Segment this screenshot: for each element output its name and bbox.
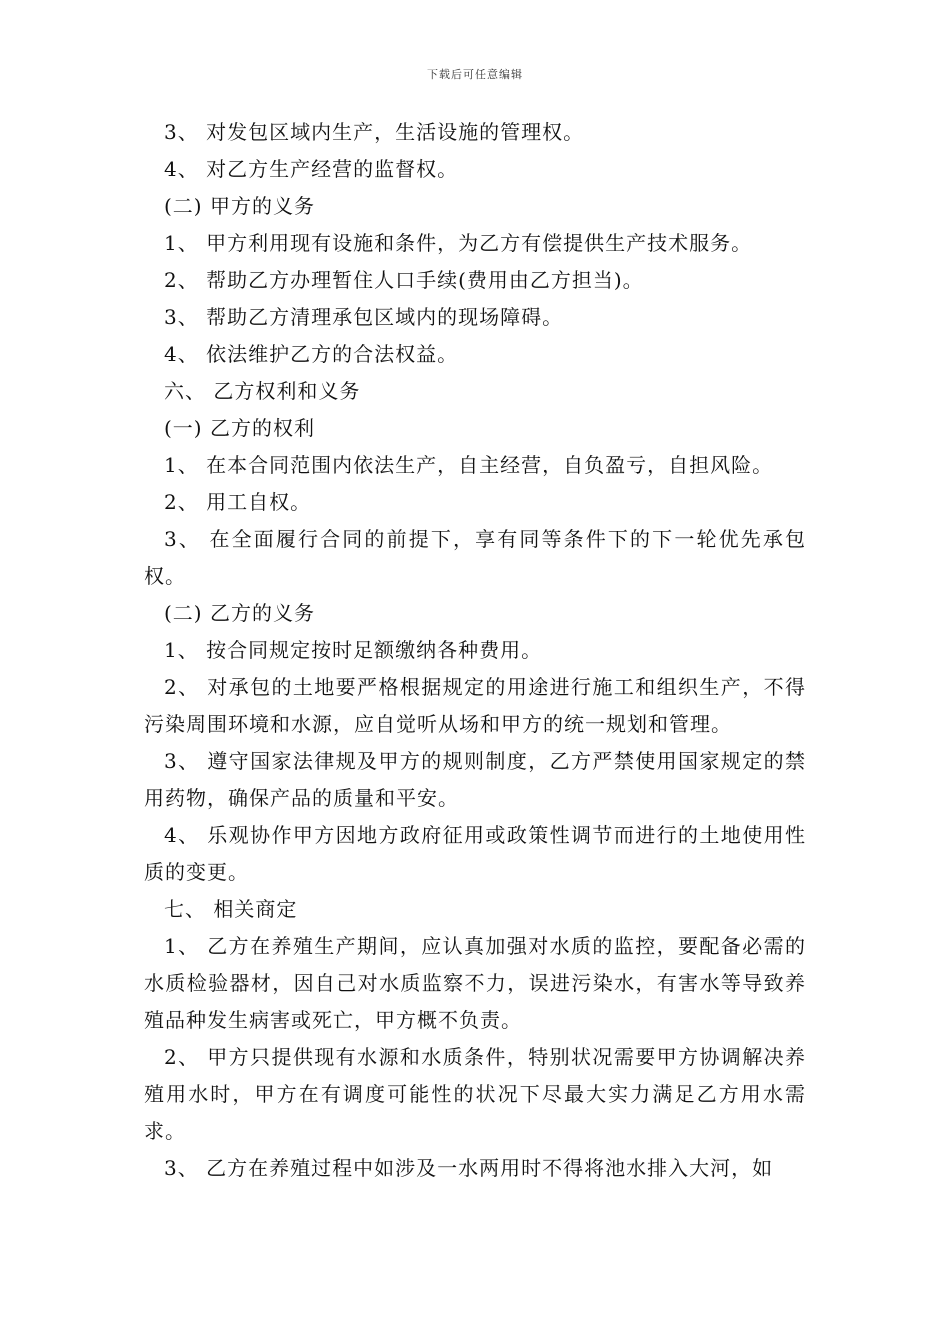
section-heading: (二) 甲方的义务 bbox=[164, 194, 315, 218]
paragraph: 2、 用工自权。 bbox=[164, 490, 312, 514]
section-heading: (一) 乙方的权利 bbox=[164, 416, 315, 440]
paragraph: 3、 对发包区域内生产，生活设施的管理权。 bbox=[164, 120, 585, 144]
paragraph: 1、 按合同规定按时足额缴纳各种费用。 bbox=[164, 638, 543, 662]
document-body bbox=[144, 114, 806, 1187]
paragraph: 2、 甲方只提供现有水源和水质条件，特别状况需要甲方协调解决养殖用水时，甲方在有调度可能性的状况下尽最大实力满足乙方用水需求。 bbox=[144, 1045, 806, 1143]
paragraph: 3、 乙方在养殖过程中如涉及一水两用时不得将池水排入大河，如 bbox=[164, 1156, 774, 1180]
page-header: 下载后可任意编辑 bbox=[427, 68, 523, 81]
paragraph: 2、 帮助乙方办理暂住人口手续(费用由乙方担当)。 bbox=[164, 268, 644, 292]
paragraph: 2、 对承包的土地要严格根据规定的用途进行施工和组织生产，不得污染周围环境和水源，应自觉听从场和甲方的统一规划和管理。 bbox=[144, 675, 806, 736]
paragraph: 4、 对乙方生产经营的监督权。 bbox=[164, 157, 459, 181]
paragraph: 1、 在本合同范围内依法生产，自主经营，自负盈亏，自担风险。 bbox=[164, 453, 774, 477]
paragraph: 1、 甲方利用现有设施和条件，为乙方有偿提供生产技术服务。 bbox=[164, 231, 753, 255]
paragraph: 1、 乙方在养殖生产期间，应认真加强对水质的监控，要配备必需的水质检验器材，因自己对水质监察不力，误进污染水，有害水等导致养殖品种发生病害或死亡，甲方概不负责。 bbox=[144, 934, 806, 1032]
section-heading: 七、 相关商定 bbox=[164, 897, 298, 921]
paragraph: 3、 在全面履行合同的前提下，享有同等条件下的下一轮优先承包权。 bbox=[144, 527, 806, 588]
paragraph: 3、 帮助乙方清理承包区域内的现场障碍。 bbox=[164, 305, 564, 329]
section-heading: (二) 乙方的义务 bbox=[164, 601, 315, 625]
paragraph: 4、 依法维护乙方的合法权益。 bbox=[164, 342, 459, 366]
section-heading: 六、 乙方权利和义务 bbox=[164, 379, 361, 403]
paragraph: 3、 遵守国家法律规及甲方的规则制度，乙方严禁使用国家规定的禁用药物，确保产品的质量和平安。 bbox=[144, 749, 806, 810]
paragraph: 4、 乐观协作甲方因地方政府征用或政策性调节而进行的土地使用性质的变更。 bbox=[144, 823, 806, 884]
